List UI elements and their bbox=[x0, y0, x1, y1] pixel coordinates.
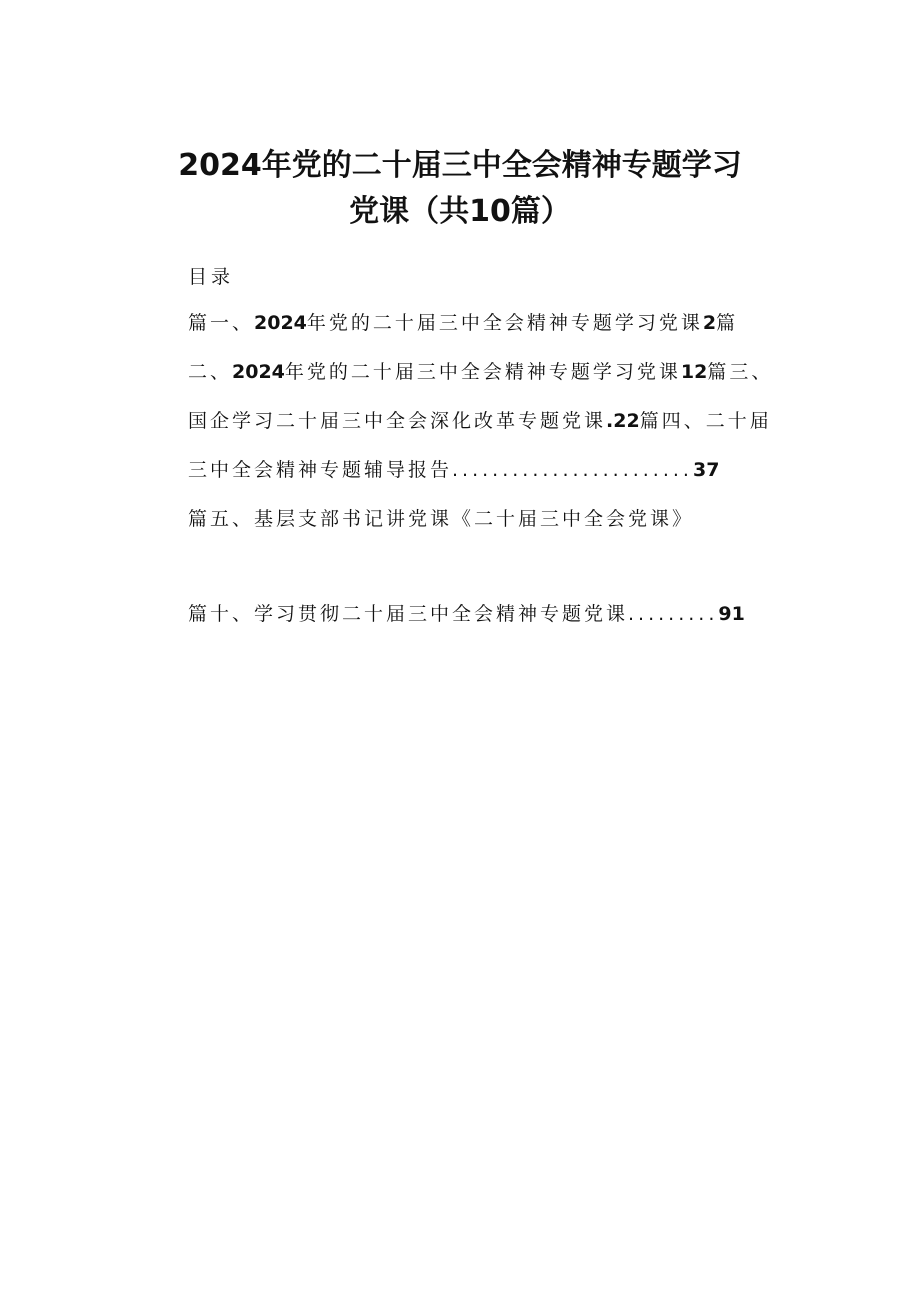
toc-entry-text: 篇三、 bbox=[707, 361, 774, 383]
toc-leader-dots: ......... bbox=[628, 603, 719, 625]
toc-entry-text: 篇五、基层支部书记讲党课《二十届三中全会党课》 bbox=[188, 508, 695, 530]
toc-entry-text: 年党的二十届三中全会精神专题学习党课 bbox=[306, 312, 703, 334]
toc-entry-year: 2024 bbox=[254, 312, 307, 334]
toc-page-number: 91 bbox=[718, 603, 745, 625]
toc-entry-text: 三中全会精神专题辅导报告 bbox=[188, 459, 453, 481]
toc-page-number: 37 bbox=[692, 459, 720, 481]
toc-entry-text: 国企学习二十届三中全会深化改革专题党课 bbox=[188, 410, 607, 432]
toc-entry-5 bbox=[188, 507, 694, 531]
document-title-line2: 党课（共10篇） bbox=[349, 194, 571, 229]
toc-entry-text: 篇十、学习贯彻二十届三中全会精神专题党课 bbox=[188, 603, 629, 625]
toc-heading: 目录 bbox=[188, 266, 235, 288]
toc-leader-dots: ........................ bbox=[452, 459, 693, 481]
toc-entry-1 bbox=[188, 311, 738, 335]
toc-entry-10 bbox=[188, 602, 745, 626]
toc-entry-2 bbox=[188, 360, 773, 384]
toc-page-number: 2 bbox=[702, 312, 717, 334]
toc-entry-text: 篇 bbox=[716, 312, 739, 334]
toc-entry-text: 年党的二十届三中全会精神专题学习党课 bbox=[284, 361, 681, 383]
document-title-line1: 2024年党的二十届三中全会精神专题学习 bbox=[178, 148, 742, 183]
toc-entry-3 bbox=[188, 409, 772, 433]
toc-entry-text: 二、 bbox=[188, 361, 233, 383]
toc-entry-4 bbox=[188, 458, 719, 482]
toc-entry-text: 篇四、二十届 bbox=[639, 410, 772, 432]
toc-entry-text: 篇一、 bbox=[188, 312, 255, 334]
toc-page-number: .22 bbox=[606, 410, 640, 432]
toc-page-number: 12 bbox=[680, 361, 708, 383]
toc-entry-year: 2024 bbox=[232, 361, 285, 383]
